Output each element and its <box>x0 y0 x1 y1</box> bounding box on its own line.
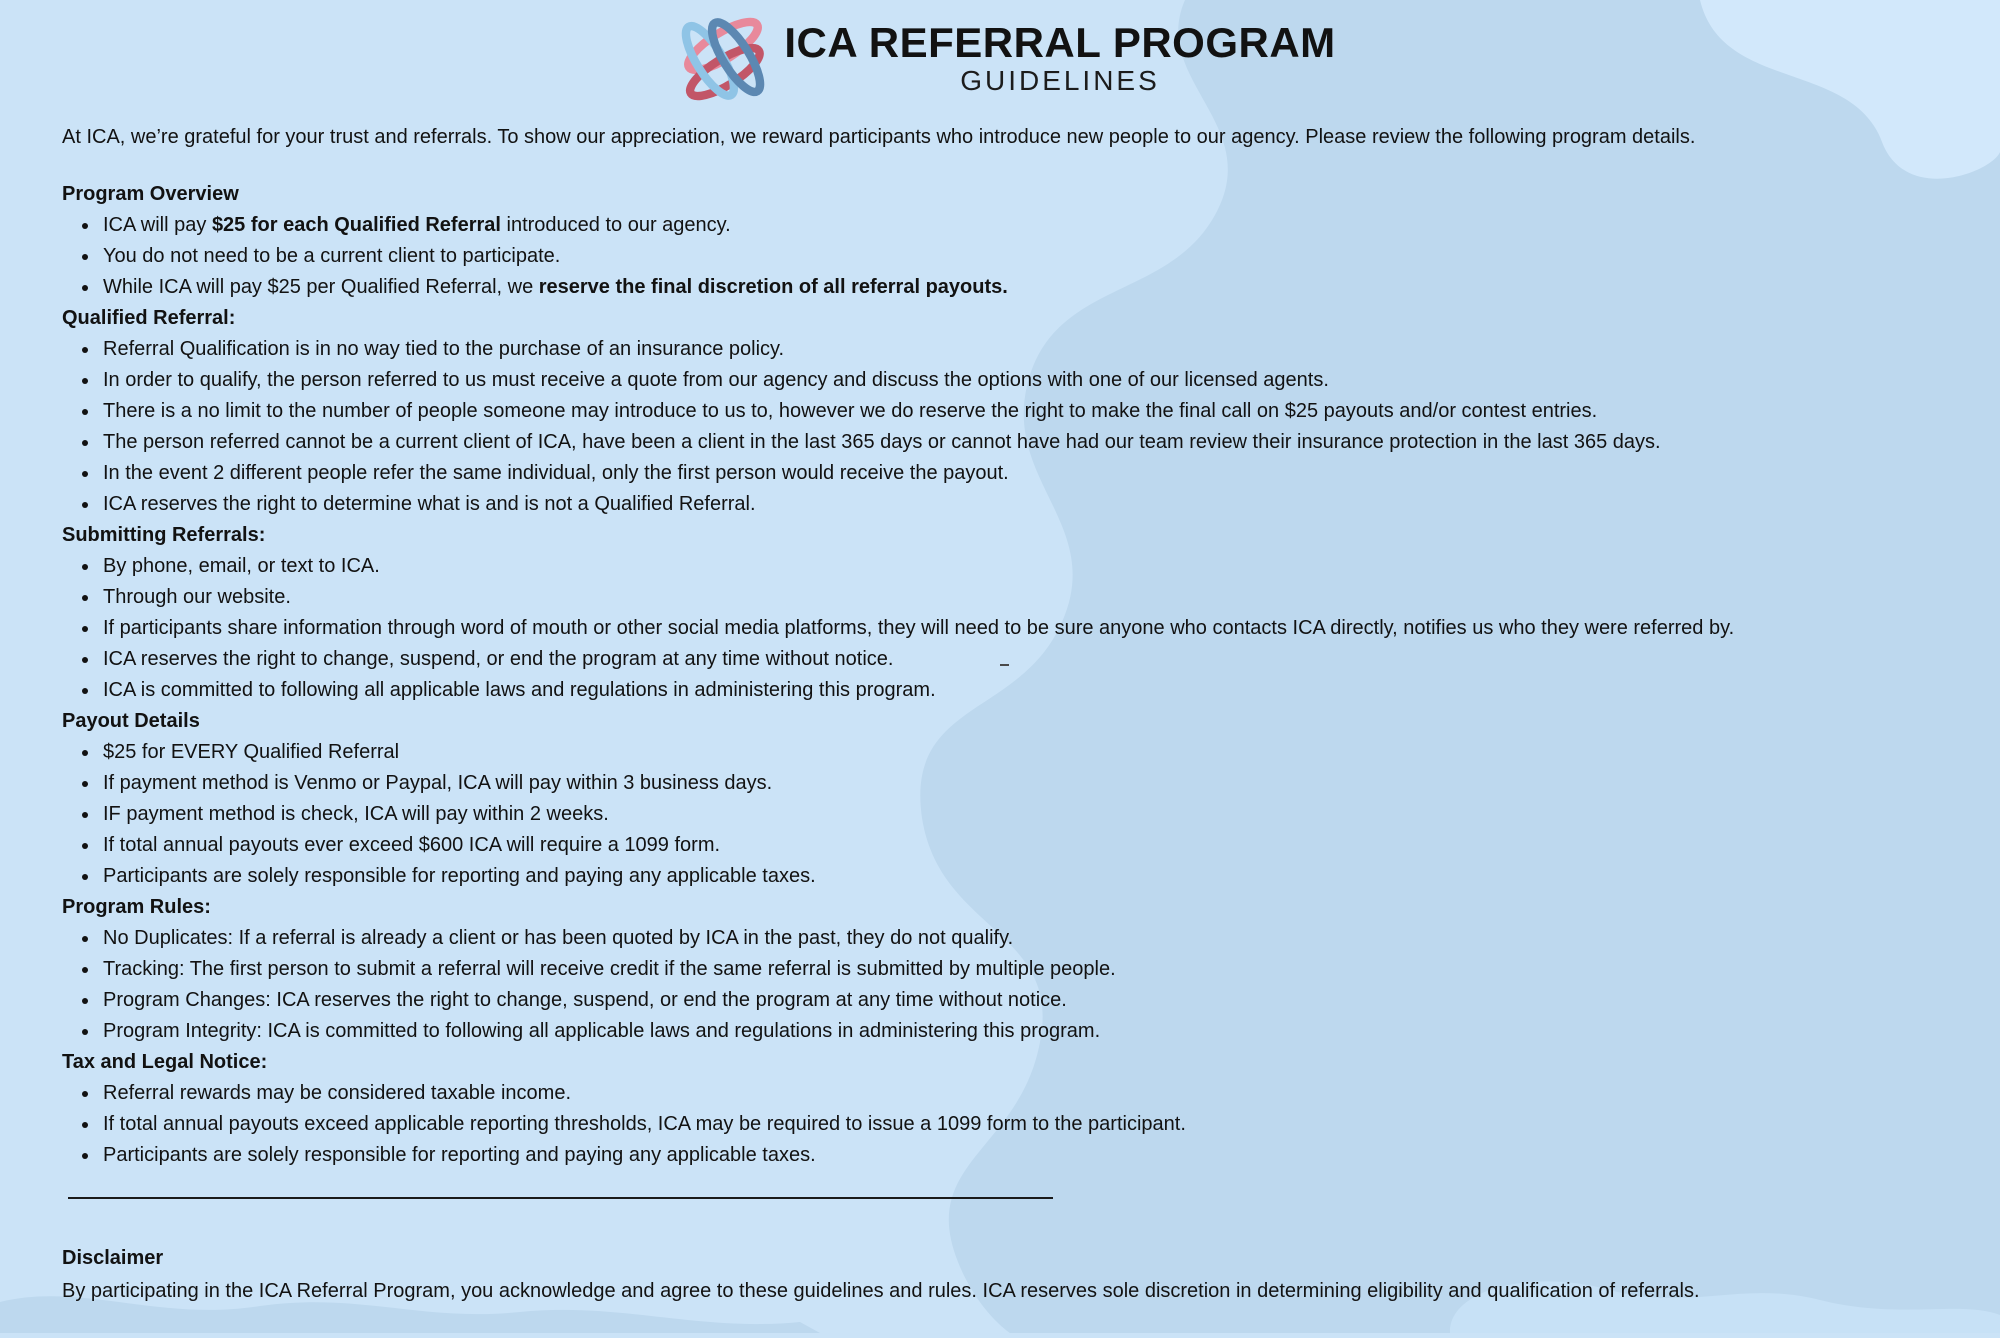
bullet-item: • ICA will pay $25 for each Qualified Referral introduced to our agency. <box>100 210 1940 241</box>
bullet-item: • By phone, email, or text to ICA. <box>100 551 1940 582</box>
bullet-item: • Referral Qualification is in no way tied to the purchase of an insurance policy. <box>100 334 1940 365</box>
title-block <box>784 21 1335 97</box>
sections <box>62 179 1940 1171</box>
divider-line <box>68 1197 1053 1199</box>
section-heading: Qualified Referral: <box>62 307 236 329</box>
section-heading: Program Overview <box>62 183 239 205</box>
section-heading: Payout Details <box>62 710 200 732</box>
guidelines-content <box>0 122 2000 1307</box>
stray-mark <box>1000 664 1009 666</box>
bullet-item: • Program Changes: ICA reserves the right to change, suspend, or end the program at any time without notice. <box>100 985 1940 1016</box>
bullet-item: • The person referred cannot be a current client of ICA, have been a client in the last 365 days or cannot have had our team review their insurance protection in the last 365 days. <box>100 427 1940 458</box>
bullet-item: • In the event 2 different people refer the same individual, only the first person would receive the payout. <box>100 458 1940 489</box>
bullet-item: • Program Integrity: ICA is committed to following all applicable laws and regulations in administering this program. <box>100 1016 1940 1047</box>
bullet-item: • $25 for EVERY Qualified Referral <box>100 737 1940 768</box>
bullet-item: • While ICA will pay $25 per Qualified Referral, we reserve the final discretion of all referral payouts. <box>100 272 1940 303</box>
header <box>0 0 2000 112</box>
bullet-item: • IF payment method is check, ICA will pay within 2 weeks. <box>100 799 1940 830</box>
bullet-item: • Tracking: The first person to submit a referral will receive credit if the same referral is submitted by multiple people. <box>100 954 1940 985</box>
bullet-item: • ICA reserves the right to change, suspend, or end the program at any time without notice. <box>100 644 1940 675</box>
bullet-item: • ICA reserves the right to determine what is and is not a Qualified Referral. <box>100 489 1940 520</box>
bullet-item: • In order to qualify, the person referred to us must receive a quote from our agency and discuss the options with one of our licensed agents. <box>100 365 1940 396</box>
ica-logo-icon <box>664 3 782 115</box>
bullet-item: • No Duplicates: If a referral is already a client or has been quoted by ICA in the past, they do not qualify. <box>100 923 1940 954</box>
bullet-item: • Participants are solely responsible for reporting and paying any applicable taxes. <box>100 861 1940 892</box>
bullet-item: • If total annual payouts exceed applicable reporting thresholds, ICA may be required to issue a 1099 form to the participant. <box>100 1109 1940 1140</box>
bullet-item: • You do not need to be a current client to participate. <box>100 241 1940 272</box>
disclaimer-heading: Disclaimer <box>62 1247 164 1269</box>
bullet-item: • If participants share information through word of mouth or other social media platforms, they will need to be sure anyone who contacts ICA directly, notifies us who they were referred by. <box>100 613 1940 644</box>
section-heading: Submitting Referrals: <box>62 524 266 546</box>
bullet-item: • ICA is committed to following all applicable laws and regulations in administering this program. <box>100 675 1940 706</box>
page-title: ICA REFERRAL PROGRAM <box>784 19 1336 66</box>
bullet-item: • There is a no limit to the number of people someone may introduce to us to, however we do reserve the right to make the final call on $25 payouts and/or contest entries. <box>100 396 1940 427</box>
disclaimer-text: By participating in the ICA Referral Program, you acknowledge and agree to these guidelines and rules. ICA reserves sole discretion in determining eligibility and qualification of referrals. <box>62 1280 1700 1302</box>
bullet-item: • Referral rewards may be considered taxable income. <box>100 1078 1940 1109</box>
page-subtitle: GUIDELINES <box>960 65 1160 96</box>
bullet-list <box>62 923 1940 1047</box>
bullet-list <box>62 210 1940 303</box>
section-heading: Tax and Legal Notice: <box>62 1051 268 1073</box>
bullet-list <box>62 737 1940 892</box>
bullet-list <box>62 1078 1940 1171</box>
bullet-item: • If payment method is Venmo or Paypal, ICA will pay within 3 business days. <box>100 768 1940 799</box>
bullet-item: • If total annual payouts ever exceed $600 ICA will require a 1099 form. <box>100 830 1940 861</box>
bullet-item: • Through our website. <box>100 582 1940 613</box>
bullet-list <box>62 334 1940 520</box>
intro-paragraph: At ICA, we’re grateful for your trust and referrals. To show our appreciation, we reward participants who introduce new people to our agency. Please review the following program details. <box>62 126 1696 148</box>
bullet-list <box>62 551 1940 706</box>
section-heading: Program Rules: <box>62 896 211 918</box>
bullet-item: • Participants are solely responsible for reporting and paying any applicable taxes. <box>100 1140 1940 1171</box>
